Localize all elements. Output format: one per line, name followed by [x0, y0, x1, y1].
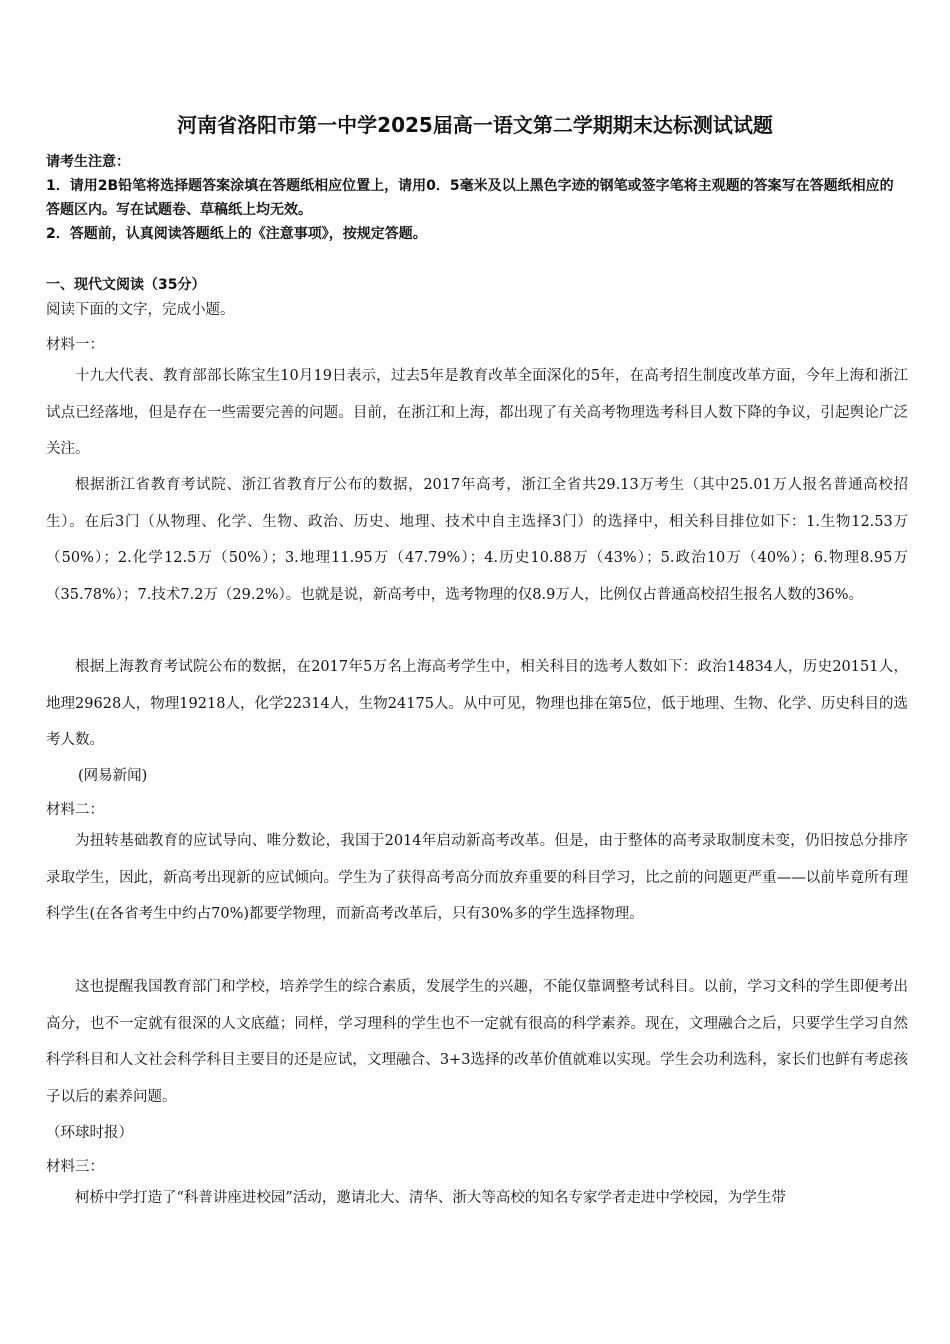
material-1-paragraph-2: 根据浙江省教育考试院、浙江省教育厅公布的数据，2017年高考，浙江全省共29.13万考生（其中25.01万人报名普通高校招生）。在后3门（从物理、化学、生物、政治、历史、地理、技术中自主选择3门）的选择中，相关科目排位如下：1.生物12.53万（50%）；2.化学12.5万（50%）；3.地理11.95万（47.79%）；4.历史10.88万（43%）；5.政治10万（40%）；6.物理8.95万（35.78%）；7.技术7.2万（29.2%）。也就是说，新高考中，选考物理的仅8.9万人，比例仅占普通高校招生报名人数的36%。 — [46, 477, 908, 603]
material-2-paragraph-2: 这也提醒我国教育部门和学校，培养学生的综合素质，发展学生的兴趣，不能仅靠调整考试科目。以前，学习文科的学生即便考出高分，也不一定就有很深的人文底蕴；同样，学习理科的学生也不一定就有很高的科学素养。现在，文理融合之后，只要学生学习自然科学科目和人文社会科学科目主要目的还是应试，文理融合、3+3选择的改革价值就难以实现。学生会功利选科，家长们也鲜有考虑孩子以后的素养问题。 — [46, 979, 908, 1105]
reading-instruction: 阅读下面的文字，完成小题。 — [46, 302, 235, 318]
material-2-paragraph-1: 为扭转基础教育的应试导向、唯分数论，我国于2014年启动新高考改革。但是，由于整体的高考录取制度未变，仍旧按总分排序录取学生，因此，新高考出现新的应试倾向。学生为了获得高考高分而放弃重要的科目学习，比之前的问题更严重——以前毕竟所有理科学生(在各省考生中约占70%)都要学物理，而新高考改革后，只有30%多的学生选择物理。 — [46, 833, 908, 922]
notice-item-2: 2．答题前，认真阅读答题纸上的《注意事项》，按规定答题。 — [46, 226, 427, 242]
exam-title: 河南省洛阳市第一中学2025届高一语文第二学期期末达标测试试题 — [177, 113, 773, 137]
material-1-paragraph-3: 根据上海教育考试院公布的数据，在2017年5万名上海高考学生中，相关科目的选考人数如下：政治14834人，历史20151人，地理29628人，物理19218人，化学22314人，生物24175人。从中可见，物理也排在第5位，低于地理、生物、化学、历史科目的选考人数。 — [46, 659, 908, 748]
notice-heading: 请考生注意： — [46, 154, 130, 170]
material-1-paragraph-1: 十九大代表、教育部部长陈宝生10月19日表示，过去5年是教育改革全面深化的5年，在高考招生制度改革方面，今年上海和浙江试点已经落地，但是存在一些需要完善的问题。目前，在浙江和上海，都出现了有关高考物理选考科目人数下降的争议，引起舆论广泛关注。 — [46, 368, 908, 457]
material-3-paragraph-1: 柯桥中学打造了“科普讲座进校园”活动，邀请北大、清华、浙大等高校的知名专家学者走进中学校园，为学生带 — [75, 1190, 786, 1206]
material-1-label: 材料一： — [46, 337, 104, 353]
section-heading: 一、现代文阅读（35分） — [46, 277, 206, 293]
material-1-source: (网易新闻) — [78, 768, 148, 784]
notice-item-1: 1．请用2B铅笔将选择题答案涂填在答题纸相应位置上，请用0．5毫米及以上黑色字迹的钢笔或签字笔将主观题的答案写在答题纸相应的答题区内。写在试题卷、草稿纸上均无效。 — [46, 178, 894, 218]
material-2-label: 材料二： — [46, 802, 104, 818]
material-2-source: （环球时报） — [46, 1125, 133, 1141]
material-3-label: 材料三： — [46, 1159, 104, 1175]
